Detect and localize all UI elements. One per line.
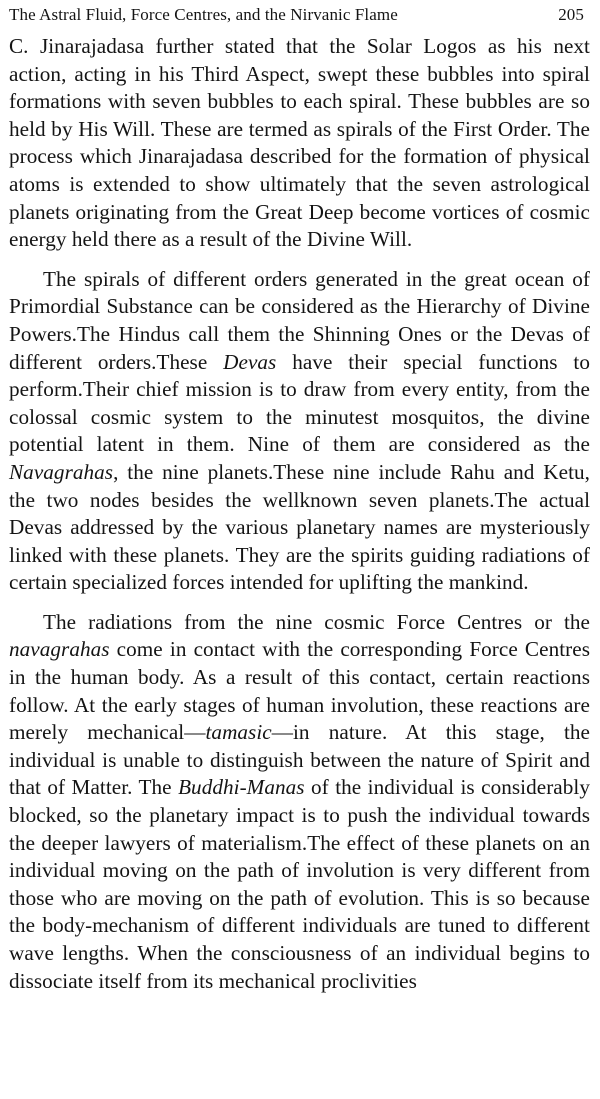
paragraph-2 (9, 266, 590, 597)
italic-term: Devas (223, 349, 277, 374)
italic-term: tamasic (205, 720, 272, 745)
text-run: have their special functions to perform.Their chief mission is to draw from every entity, from the colossal cosmic system to the minutest mosquitos, the divine potential latent in them. Nine of them are considered as the (9, 349, 590, 457)
body-text (9, 33, 590, 995)
italic-term: Buddhi-Manas (178, 775, 305, 800)
page-number: 205 (558, 5, 584, 24)
paragraph-1 (9, 33, 590, 254)
text-run: The spirals of different orders generated in the great ocean of Primordial Substance can be considered as the Hierarchy of Divine Powers.The Hindus call them the Shinning Ones or the Devas of different orders.These (9, 266, 590, 374)
text-run: C. Jinarajadasa further stated that the Solar Logos as his next action, acting in his Third Aspect, swept these bubbles into spiral formations with seven bubbles to each spiral. These bubbles are so held by His Will. These are termed as spirals of the First Order. The process which Jinarajadasa described for the formation of physical atoms is extended to show ultimately that the seven astrological planets originating from the Great Deep become vortices of cosmic energy held there as a result of the Divine Will. (9, 34, 590, 252)
text-run: The radiations from the nine cosmic Force Centres or the (43, 609, 590, 634)
italic-term: navagrahas (9, 637, 110, 662)
running-header (9, 5, 588, 27)
text-run: come in contact with the corresponding Force Centres in the human body. As a result of this contact, certain reactions follow. At the early stages of human involution, these reactions are merely mechanical— (9, 637, 590, 745)
running-title: The Astral Fluid, Force Centres, and the Nirvanic Flame (9, 5, 398, 24)
paragraph-3 (9, 609, 590, 995)
italic-term: Navagrahas (9, 459, 114, 484)
text-run: of the individual is considerably blocked, so the planetary impact is to push the individual towards the deeper lawyers of materialism.The effect of these planets on an individual moving on the path of involution is very different from those who are moving on the path of evolution. This is so because the body-mechanism of different individuals are tuned to different wave lengths. When the consciousness of an individual begins to dissociate itself from its mechanical proclivities (9, 775, 590, 993)
text-run: —in nature. At this stage, the individual is unable to distinguish between the nature of Spirit and that of Matter. The (9, 720, 591, 800)
text-run: , the nine planets.These nine include Rahu and Ketu, the two nodes besides the wellknown seven planets.The actual Devas addressed by the various planetary names are mysteriously linked with these planets. They are the spirits guiding radiations of certain specialized forces intended for uplifting the mankind. (9, 459, 590, 595)
